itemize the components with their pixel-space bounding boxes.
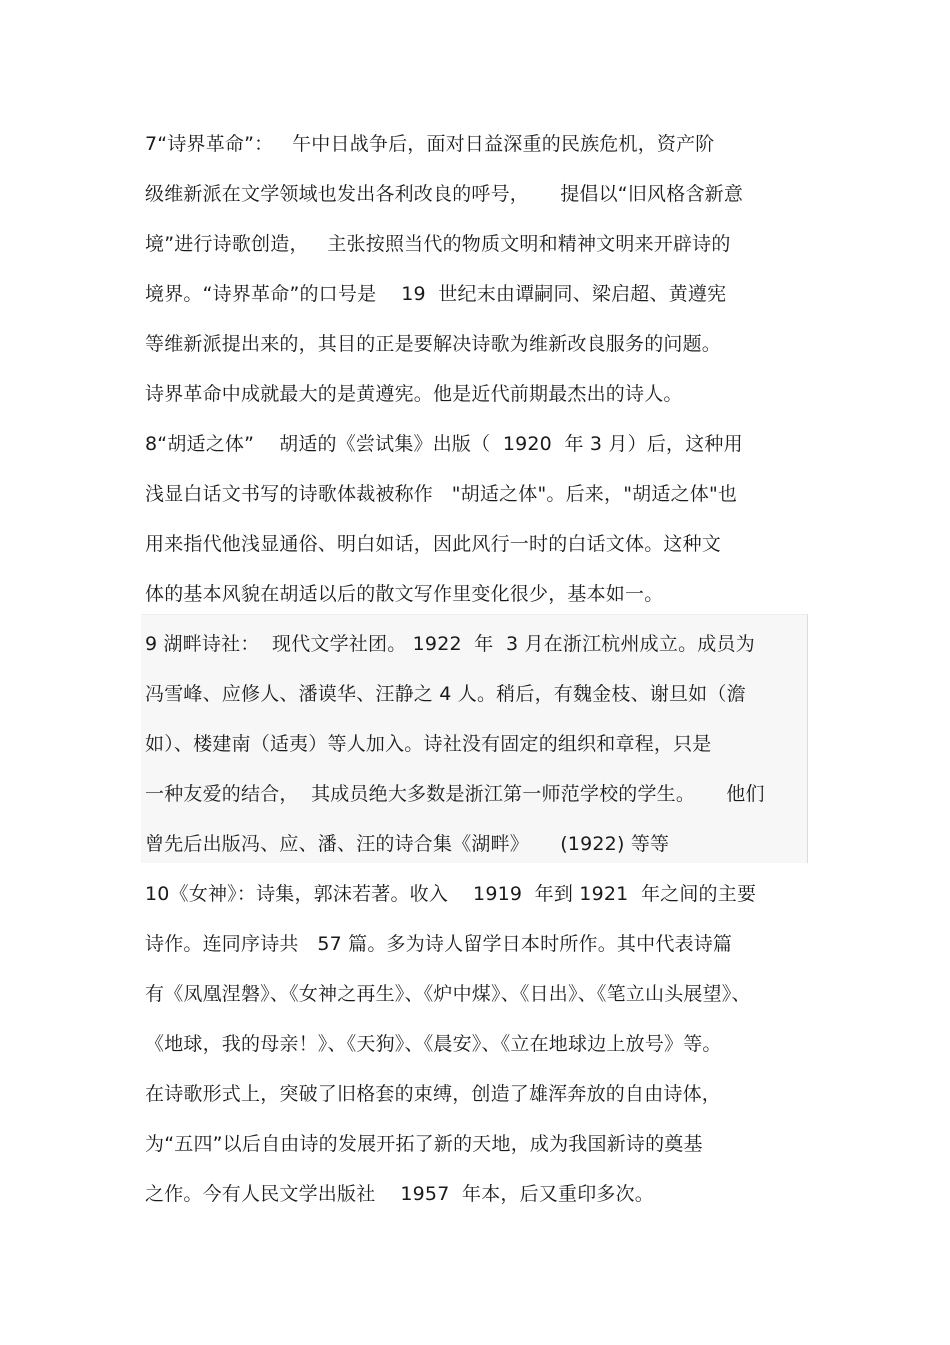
text-line: 诗作。连同序诗共 57 篇。多为诗人留学日本时所作。其中代表诗篇 <box>145 933 733 955</box>
text-line: 10《女神》：诗集，郭沫若著。收入 1919 年到 1921 年之间的主要 <box>145 883 757 905</box>
text-line: 有《凤凰涅磐》、《女神之再生》、《炉中煤》、《日出》、《笔立山头展望》、 <box>145 983 751 1005</box>
text-line: 用来指代他浅显通俗、明白如话，因此风行一时的白话文体。这种文 <box>145 533 722 555</box>
text-line: 曾先后出版冯、应、潘、汪的诗合集《湖畔》 (1922) 等等 <box>145 833 670 855</box>
text-line: 境界。“诗界革命”的口号是 19 世纪末由谭嗣同、梁启超、黄遵宪 <box>145 283 727 305</box>
text-line: 之作。今有人民文学出版社 1957 年本，后又重印多次。 <box>145 1183 654 1205</box>
text-line: 7“诗界革命”： 午中日战争后，面对日益深重的民族危机，资产阶 <box>145 133 715 155</box>
text-line: 体的基本风貌在胡适以后的散文写作里变化很少，基本如一。 <box>145 583 664 605</box>
text-line: 如）、楼建南（适夷）等人加入。诗社没有固定的组织和章程，只是 <box>145 733 712 755</box>
text-line: 为“五四”以后自由诗的发展开拓了新的天地，成为我国新诗的奠基 <box>145 1133 703 1155</box>
text-line: 级维新派在文学领域也发出各利改良的呼号， 提倡以“旧风格含新意 <box>145 183 744 205</box>
text-line: 在诗歌形式上，突破了旧格套的束缚，创造了雄浑奔放的自由诗体， <box>145 1083 722 1105</box>
text-line: 境”进行诗歌创造， 主张按照当代的物质文明和精神文明来开辟诗的 <box>145 233 731 255</box>
text-line: 《地球，我的母亲！》、《天狗》、《晨安》、《立在地球边上放号》等。 <box>145 1033 722 1055</box>
text-line: 浅显白话文书写的诗歌体裁被称作 "胡适之体"。后来，"胡适之体"也 <box>145 483 738 505</box>
text-line: 一种友爱的结合， 其成员绝大多数是浙江第一师范学校的学生。 他们 <box>145 783 765 805</box>
text-line: 9 湖畔诗社： 现代文学社团。 1922 年 3 月在浙江杭州成立。成员为 <box>145 633 755 655</box>
text-line: 诗界革命中成就最大的是黄遵宪。他是近代前期最杰出的诗人。 <box>145 383 683 405</box>
text-line: 8“胡适之体” 胡适的《尝试集》出版（ 1920 年 3 月）后，这种用 <box>145 433 743 455</box>
text-line: 冯雪峰、应修人、潘谟华、汪静之 4 人。稍后，有魏金枝、谢旦如（澹 <box>145 683 746 705</box>
text-line: 等维新派提出来的，其目的正是要解决诗歌为维新改良服务的问题。 <box>145 333 722 355</box>
